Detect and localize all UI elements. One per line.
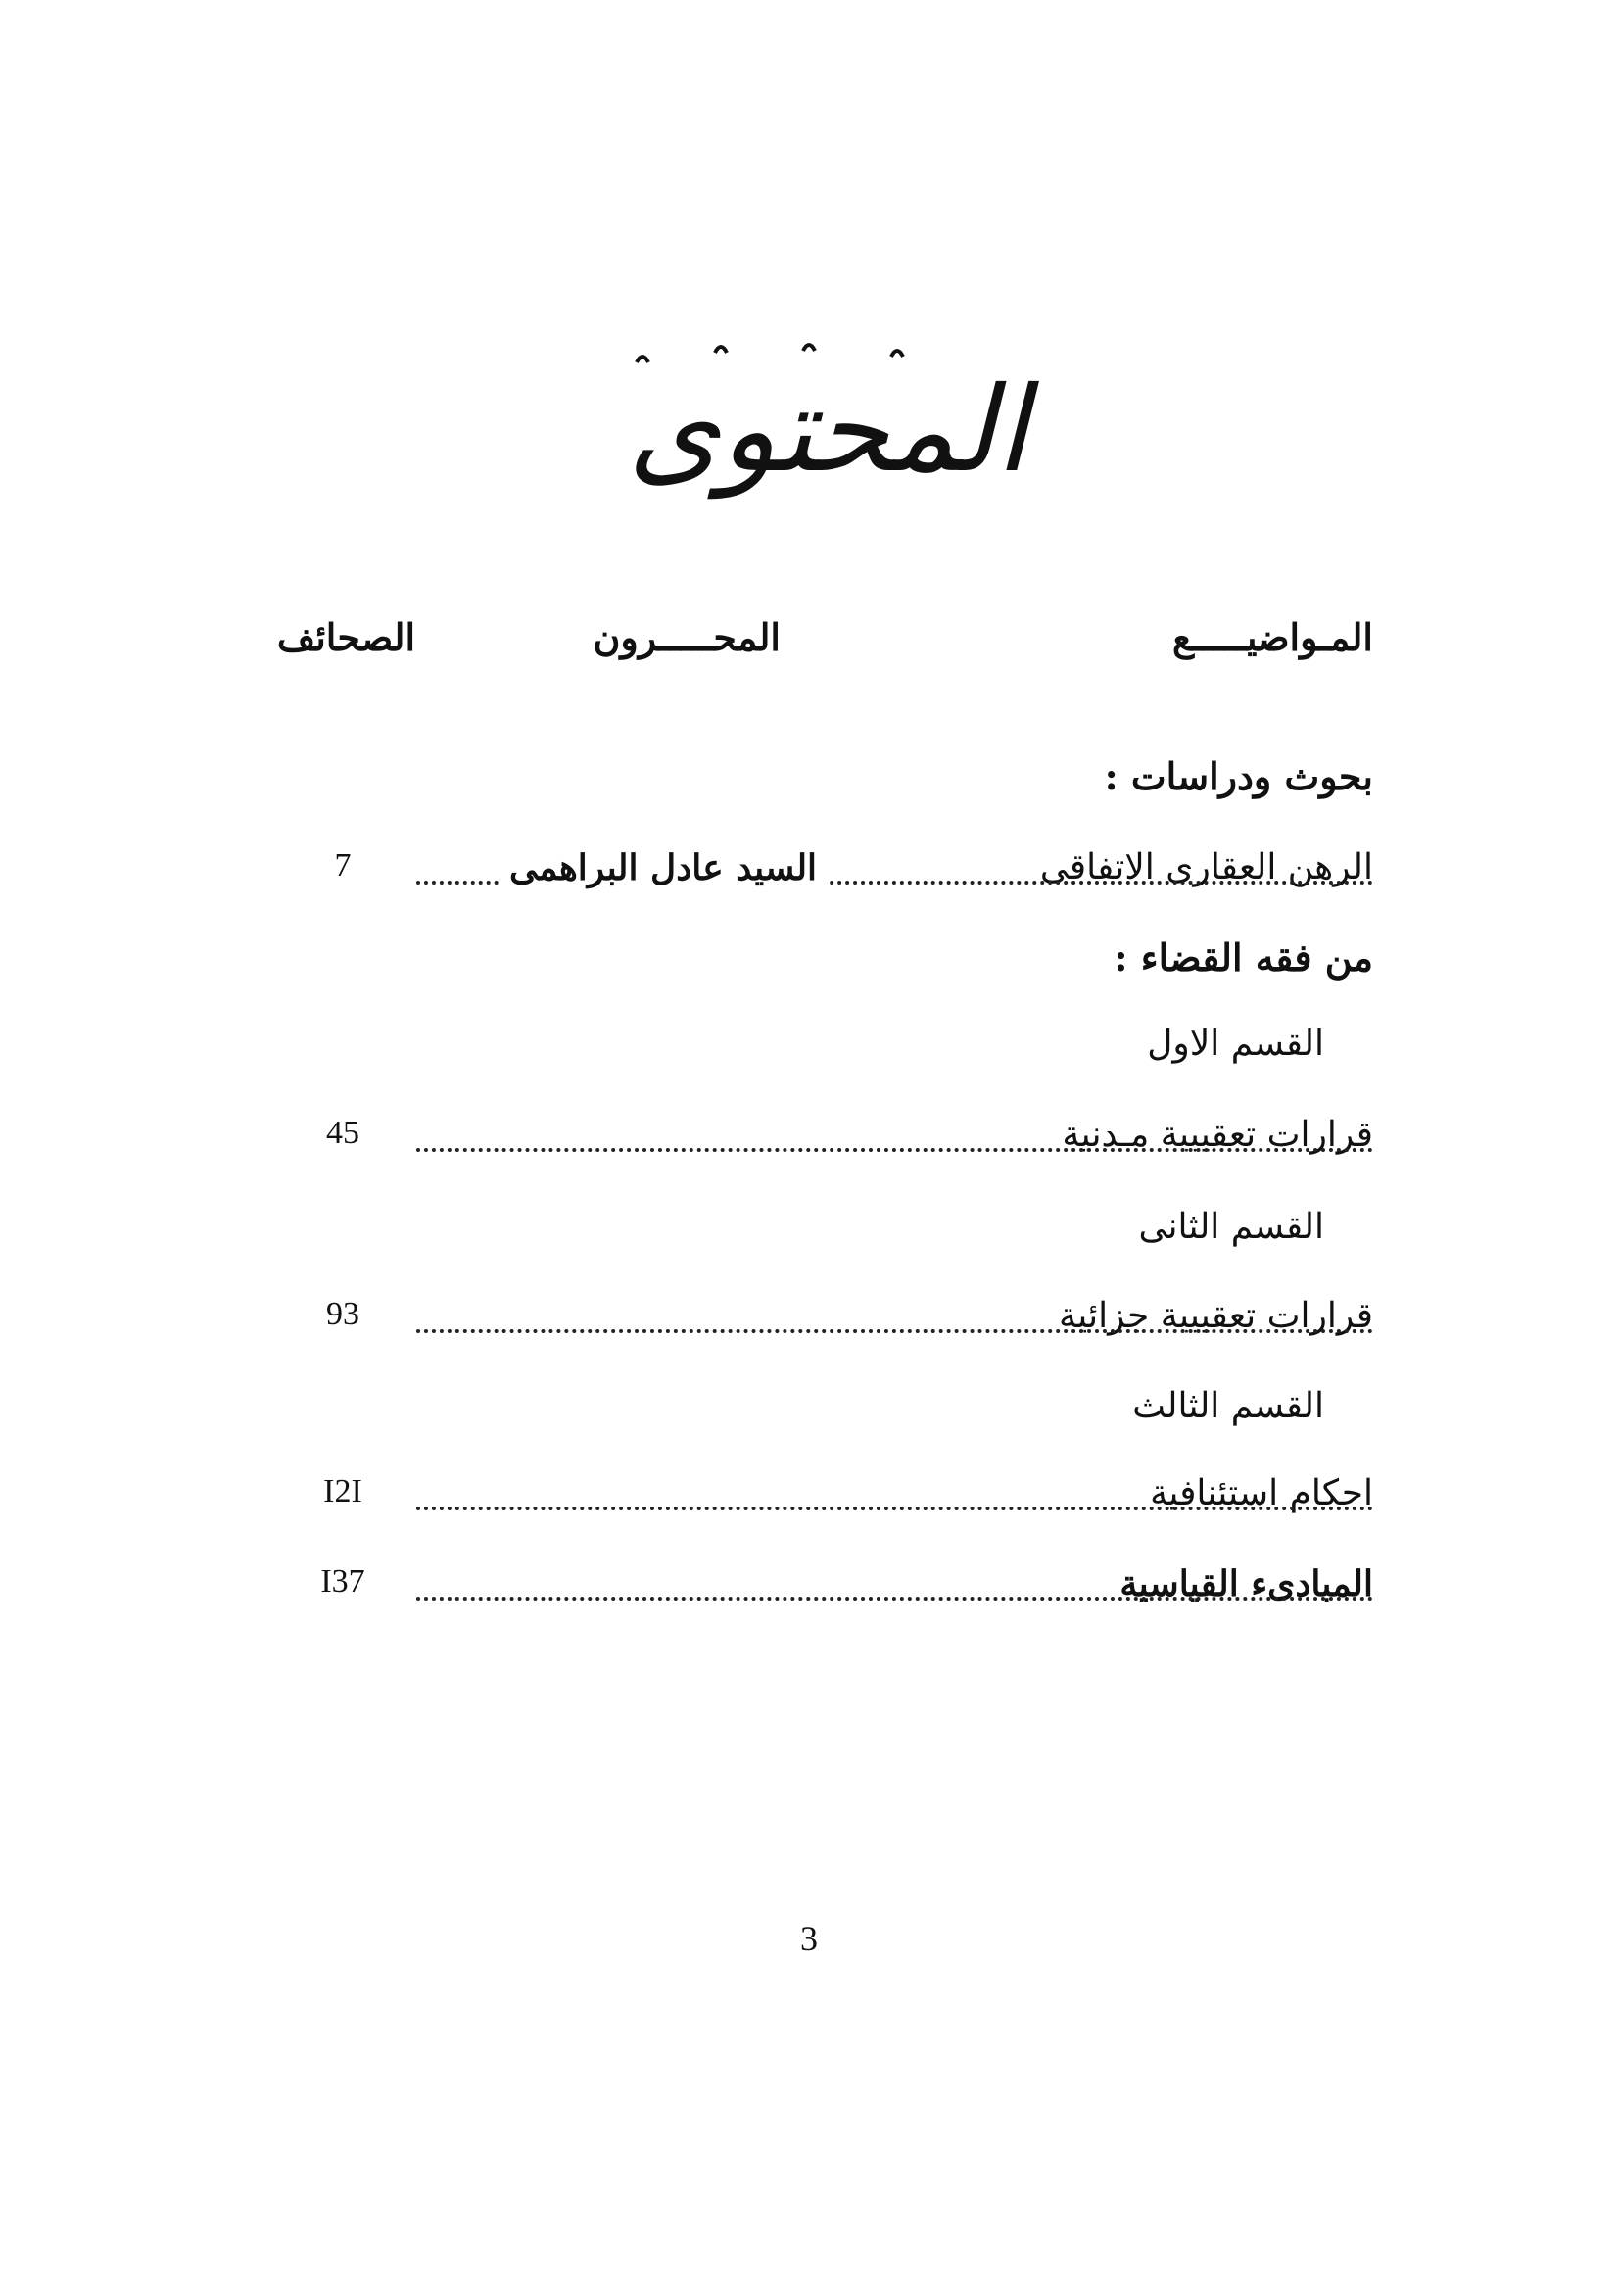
entry-page: 45 — [326, 1115, 359, 1151]
column-header-editors: المحـــــرون — [593, 615, 781, 659]
toc-entry[interactable] — [309, 1115, 1373, 1166]
column-header-pages: الصحائف — [276, 615, 415, 659]
dot-leader — [416, 1597, 1373, 1601]
section-heading-research: بحوث ودراسات : — [1104, 754, 1373, 798]
dot-leader — [416, 1507, 1373, 1510]
entry-title: الرهن العقارى الاتفاقى — [1032, 847, 1373, 887]
dot-leader — [416, 1329, 1373, 1333]
calligraphy-flourish-icon — [637, 345, 903, 362]
entry-page: 7 — [334, 847, 352, 884]
entry-title: قرارات تعقيبية مـدنية — [1054, 1115, 1373, 1155]
part-label: القسم الاول — [1147, 1024, 1324, 1064]
section-heading-jurisprudence: من فقه القضاء : — [1114, 935, 1373, 980]
entry-author: السيد عادل البراهمى — [500, 847, 827, 888]
toc-entry[interactable] — [309, 847, 1373, 898]
column-header-topics: المـواضيـــــع — [1171, 615, 1373, 659]
entry-title: احكام استئنافية — [1142, 1473, 1373, 1513]
part-label: القسم الثانى — [1138, 1207, 1324, 1247]
toc-entry[interactable] — [309, 1563, 1373, 1614]
toc-entry[interactable] — [309, 1296, 1373, 1347]
part-label: القسم الثالث — [1132, 1386, 1324, 1426]
title-text: المحتوى — [627, 362, 1028, 499]
dot-leader — [416, 1148, 1373, 1152]
page-number: 3 — [800, 1919, 818, 1958]
entry-page: 93 — [326, 1296, 359, 1332]
toc-entry[interactable] — [309, 1473, 1373, 1524]
entry-page: I2I — [323, 1473, 362, 1509]
entry-title: قرارات تعقيبية جزائية — [1051, 1296, 1373, 1336]
calligraphic-title — [597, 323, 1058, 529]
entry-page: I37 — [320, 1563, 365, 1600]
entry-title: المبادىء القياسية — [1112, 1563, 1373, 1604]
